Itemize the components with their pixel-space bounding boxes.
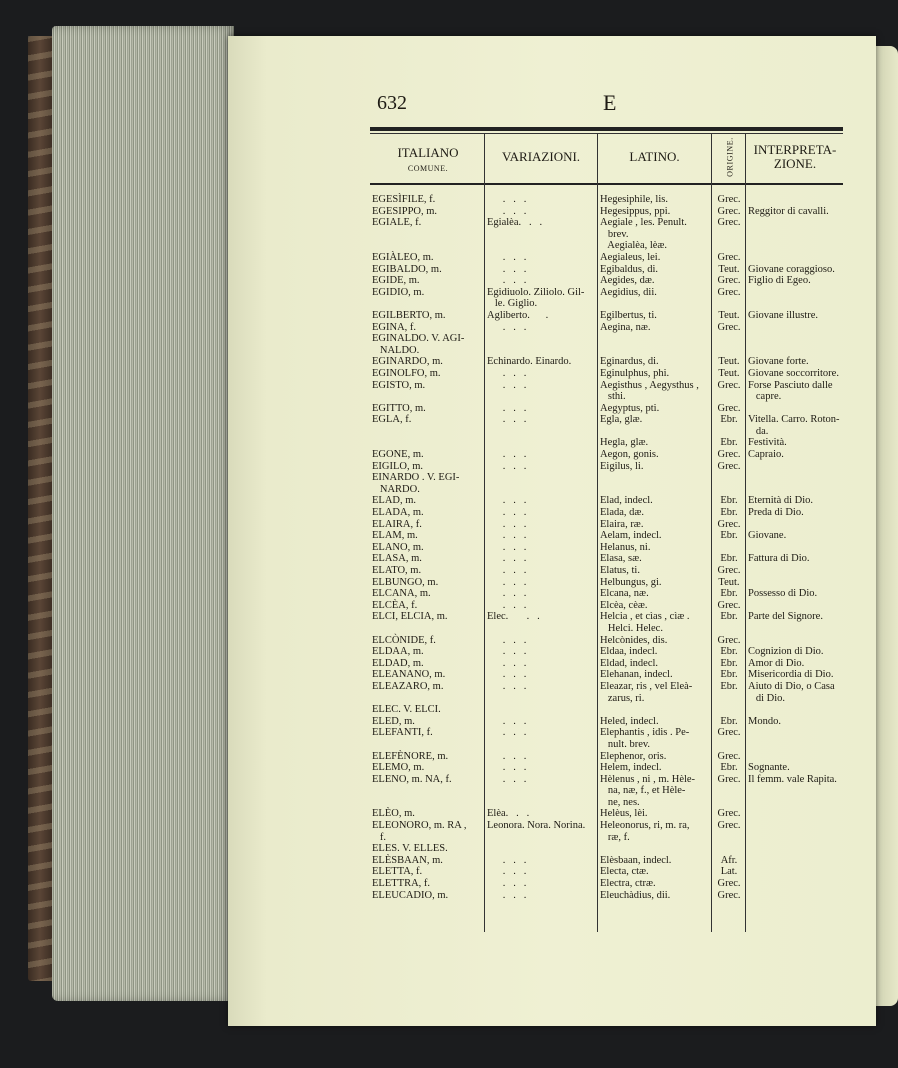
section-letter: E [603, 90, 617, 115]
top-rule [370, 127, 843, 131]
header-latino: LATINO. [629, 149, 680, 164]
column-divider [484, 134, 485, 932]
header-variazioni: VARIAZIONI. [501, 149, 581, 164]
header-italiano-sub: COMUNE. [407, 164, 449, 173]
column-interpretazione-entries: Reggitor di cavalli. Giovane coraggioso. Figlio di Egeo. Giovane illustre. Giovane forte. Giovane soccorritore. Forse Pasciuto dalle capre. Vitella. Carro. Roton- da. Festività. Capraio. Eternità di Dio. Preda di Dio. Giovane. Fattura di Dio. Possesso di Dio. Parte del Signore. Cognizion di Dio. Amor di Dio. Misericordia di Dio. Aiuto di Dio, o Casa di Dio. Mondo. Sognante. Il femm. vale Rapita. [748, 205, 840, 785]
column-divider [711, 134, 712, 932]
column-variazioni-entries: . . . . . . Egialèa. . . . . . . . . . . . Egidiuolo. Ziliolo. Gil- le. Giglio. Agliberto. . . . . Echinardo. Einardo. . . . . . . . . . . . . . . . . . . . . . . . . . . . . . . . . . . . . . . . . . . . . . . . . Elec. . . . . . . . . . . . . . . . . . . . . . . . . . . . . . . . . Elèa. . . Leonora. Nora. Norina. . . . . . . . . . . . . [487, 194, 586, 901]
column-divider [597, 134, 598, 932]
column-latino-entries: Hegesiphile, lis. Hegesippus, ppi. Aegiale , les. Penult. brev. Aegialèa, lèæ. Aegialeus, lei. Egibaldus, di. Aegides, dæ. Aegidius, dii. Egilbertus, ti. Aegina, næ. Eginardus, di. Eginulphus, phi. Aegisthus , Aegysthus , sthi. Aegyptus, pti. Egla, glæ. Hegla, glæ. Aegon, gonis. Eigilus, li. Elad, indecl. Elada, dæ. Elaira, ræ. Aelam, indecl. Helanus, ni. Elasa, sæ. Elatus, ti. Helbungus, gi. Elcana, næ. Elcèa, cèæ. Helcia , et cìas , cìæ . Helci. Helec. Helcònides, dis. Eldaa, indecl. Eldad, indecl. Elehanan, indecl. Eleazar, ris , vel Eleà- zarus, ri. Heled, indecl. Elephantis , idis . Pe- nult. brev. Elephenor, oris. Helem, indecl. Hèlenus , ni , m. Hèle- na, næ, f., et Hèle- ne, nes. Helèus, lèi. Heleonorus, ri, m. ra, ræ, f. Elèsbaan, indecl. Electa, ctæ. Electra, ctræ. Eleuchàdius, dii. [600, 194, 699, 901]
top-rule-thin [370, 133, 843, 134]
page-number: 632 [377, 92, 407, 114]
header-italiano-label: ITALIANO [397, 145, 459, 160]
header-origine [718, 134, 742, 180]
header-interpretazione: INTERPRETA- ZIONE. [753, 142, 837, 171]
header-italiano [372, 146, 484, 176]
column-italiano-entries: EGESÌFILE, f. EGESIPPO, m. EGIALE, f. EGIÀLEO, m. EGIBALDO, m. EGIDE, m. EGIDIO, m. EGILBERTO, m. EGINA, f. EGINALDO. V. AGI- NALDO. EGINARDO, m. EGINOLFO, m. EGISTO, m. EGITTO, m. EGLA, f. EGONE, m. EIGILO, m. EINARDO . V. EGI- NARDO. ELAD, m. ELADA, m. ELAIRA, f. ELAM, m. ELANO, m. ELASA, m. ELATO, m. ELBUNGO, m. ELCANA, m. ELCÈA, f. ELCI, ELCIA, m. ELCÒNIDE, f. ELDAA, m. ELDAD, m. ELEANANO, m. ELEAZARO, m. ELEC. V. ELCI. ELED, m. ELEFANTI, f. ELEFÈNORE, m. ELEMO, m. ELENO, m. NA, f. ELÈO, m. ELEONORO, m. RA , f. ELES. V. ELLES. ELÈSBAAN, m. ELETTA, f. ELETTRA, f. ELEUCADIO, m. [372, 194, 467, 901]
header-origine-label: ORIGINE. [725, 137, 735, 177]
column-divider [745, 134, 746, 932]
page-edges [52, 26, 234, 1001]
column-origine-entries: Grec. Grec. Grec. Grec. Teut. Grec. Grec. Teut. Grec. Teut. Teut. Grec. Grec. Ebr. Ebr. Grec. Grec. Ebr. Ebr. Grec. Ebr. Ebr. Grec. Teut. Ebr. Grec. Ebr. Grec. Ebr. Ebr. Ebr. Ebr. Ebr. Grec. Grec. Ebr. Grec. Grec. Grec. Afr. Lat. Grec. Grec. [717, 194, 741, 901]
header-rule [370, 183, 843, 185]
